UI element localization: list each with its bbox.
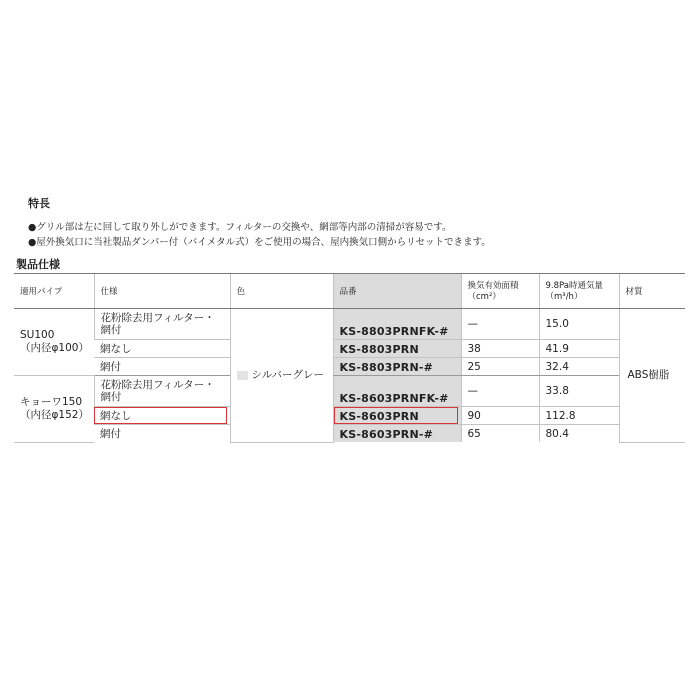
material-cell: ABS樹脂	[619, 309, 685, 443]
area-value: 65	[461, 425, 539, 443]
part-number: KS-8603PRN-#	[333, 425, 461, 443]
type-cell: 網なし	[94, 340, 230, 358]
header-flow-line1: 9.8Pa時通気量	[545, 281, 603, 291]
spec-table	[14, 273, 685, 443]
table-row	[14, 358, 685, 376]
flow-value: 33.8	[539, 376, 619, 407]
type-line1: 花粉除去用フィルター・	[100, 312, 215, 324]
pipe-name: SU100	[20, 329, 55, 341]
header-flow	[539, 274, 619, 309]
features-section	[28, 195, 491, 250]
type-cell: 網付	[100, 427, 121, 440]
flow-value: 80.4	[539, 425, 619, 443]
header-part: 品番	[333, 274, 461, 309]
header-area	[461, 274, 539, 309]
part-number: KS-8803PRN-#	[333, 358, 461, 376]
header-color: 色	[230, 274, 333, 309]
header-material: 材質	[619, 274, 685, 309]
feature-line-1: ●グリル部は左に回して取り外しができます。フィルターの交換や、網部等内部の清掃が容易です。	[28, 222, 452, 233]
features-title: 特長	[28, 197, 50, 210]
header-area-line1: 換気有効面積	[467, 281, 519, 291]
table-row	[14, 309, 685, 340]
flow-value: 15.0	[539, 309, 619, 340]
header-flow-line2: （m³/h）	[545, 292, 583, 302]
feature-line-2: ●屋外換気口に当社製品ダンパー付（バイメタル式）をご使用の場合、屋内換気口側からリセットできます。	[28, 237, 491, 248]
type-line2: 網付	[100, 324, 122, 336]
part-number: KS-8803PRN	[333, 340, 461, 358]
part-number: KS-8803PRNFK-#	[333, 309, 461, 340]
flow-value: 41.9	[539, 340, 619, 358]
color-swatch	[237, 371, 248, 380]
header-pipe: 適用パイプ	[14, 274, 94, 309]
table-header-row	[14, 274, 685, 309]
color-value: シルバーグレー	[251, 369, 325, 382]
area-value: 25	[461, 358, 539, 376]
part-number-highlighted: KS-8603PRN	[333, 407, 461, 425]
pipe-cell	[14, 376, 94, 443]
pipe-cell	[14, 309, 94, 376]
pipe-diameter: （内径φ100）	[20, 342, 89, 354]
type-cell	[94, 376, 230, 407]
flow-value: 32.4	[539, 358, 619, 376]
header-area-line2: （cm²）	[467, 292, 501, 302]
type-cell	[94, 309, 230, 340]
flow-value: 112.8	[539, 407, 619, 425]
table-row-highlighted	[14, 407, 685, 425]
pipe-name: キョーワ150	[20, 395, 83, 408]
table-row	[14, 376, 685, 407]
pipe-diameter: （内径φ152）	[20, 408, 89, 421]
type-line1: 花粉除去用フィルター・	[100, 379, 215, 391]
area-value: —	[461, 376, 539, 407]
area-value: —	[461, 309, 539, 340]
part-number: KS-8603PRNFK-#	[333, 376, 461, 407]
header-type: 仕様	[94, 274, 230, 309]
type-cell-highlighted: 網なし	[94, 407, 230, 425]
spec-title: 製品仕様	[16, 258, 60, 271]
area-value: 38	[461, 340, 539, 358]
color-cell	[230, 309, 333, 443]
type-cell: 網付	[94, 358, 230, 376]
area-value: 90	[461, 407, 539, 425]
table-row	[14, 340, 685, 358]
table-row	[14, 425, 685, 443]
type-line2: 網付	[100, 391, 122, 403]
